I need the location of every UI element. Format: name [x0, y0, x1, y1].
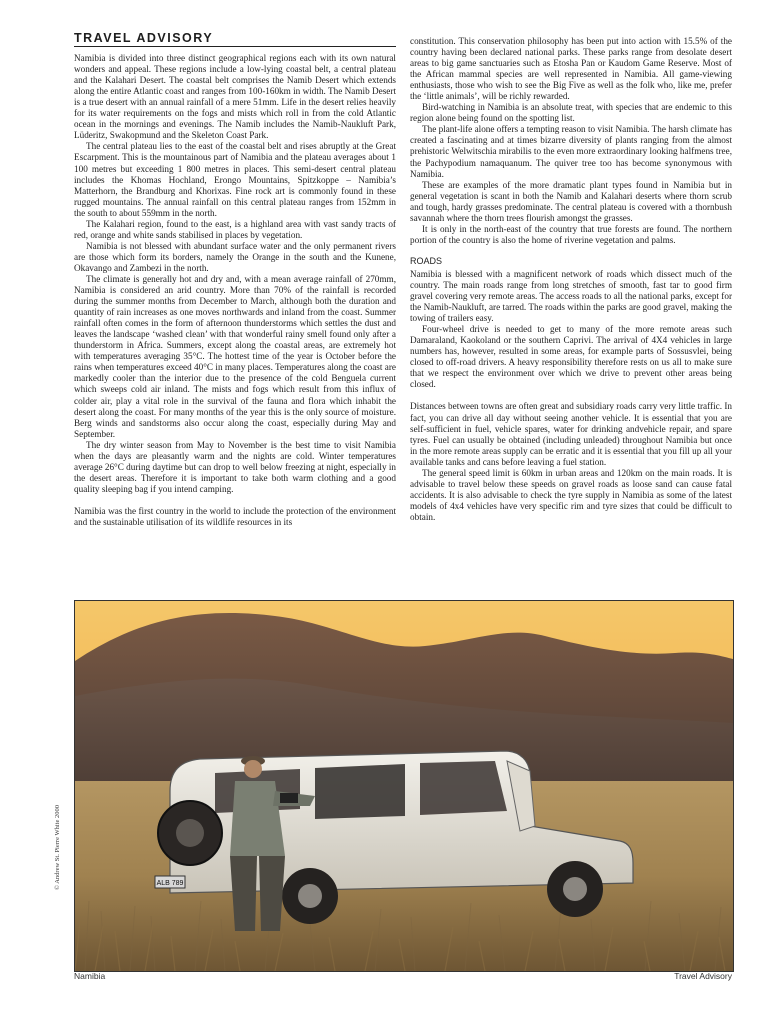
footer-publication: Travel Advisory [674, 971, 732, 981]
body-paragraph: It is only in the north-east of the country that true forests are found. The northern portion of the country is also the home of riverine vegetation and palms. [410, 223, 732, 245]
left-column [74, 33, 396, 528]
body-paragraph: The dry winter season from May to November is the best time to visit Namibia when the days are pleasantly warm and the nights are cold. Winter temperatures average 26°C during daytime but can drop to well below freezing at night, especially in the desert areas. Therefore it is important to take both warm clothing and a good quality sleeping bag if you intend camping. [74, 439, 396, 494]
body-paragraph: Four-wheel drive is needed to get to many of the more remote areas such Damaraland, Kaokoland or the southern Caprivi. The arrival of 4X4 vehicles in large numbers has, however, resulted in some areas, for example parts of Sossusvlei, being closed to off-road drivers. A heavy responsibility therefore rests on us all to make sure that we respect the environment over which we drive to prevent other areas being closed. [410, 324, 732, 390]
body-paragraph: The plant-life alone offers a tempting reason to visit Namibia. The harsh climate has created a fascinating and at times bizarre diversity of plants ranging from the almost prehistoric Welwitschia mirabilis to the even more extraordinary looking halfmens tree, the Pachypodium namaquanum. The quiver tree too has become synonymous with Namibia. [410, 124, 732, 179]
section-heading-roads: ROADS [410, 255, 443, 266]
photo-illustration [75, 601, 733, 971]
namibia-landscape-photo [74, 600, 734, 972]
body-paragraph: Namibia was the first country in the world to include the protection of the environment and the sustainable utilisation of its wildlife resources in its [74, 505, 396, 527]
body-paragraph: Namibia is divided into three distinct geographical regions each with its own natural wonders and appeal. These regions include a low-lying coastal belt, a central plateau and the Kalahari Desert. The coastal belt comprises the Namib Desert which extends along the entire Atlantic coast and ranges from 100-160km in width. The Namib Desert is a true desert with an annual rainfall of a mere 51mm. Life in the desert relies heavily for its water requirements on the fogs and mists which roll in from the cold Atlantic ocean in the mornings and evenings. The Namib includes the Namib-Naukluft Park, Lüderitz, Swakopmund and the Skeleton Coast Park. [74, 53, 396, 141]
body-paragraph: These are examples of the more dramatic plant types found in Namibia but in general vegetation is scant in both the Namib and Kalahari deserts where thorn scrub and tough, hardy grasses predominate. The central plateau is covered with a thornbush savannah where the thorn trees flourish amongst the grasses. [410, 179, 732, 223]
body-paragraph: The climate is generally hot and dry and, with a mean average rainfall of 270mm, Namibia is considered an arid country. More than 70% of the rainfall is recorded during the summer months from December to March, although both the duration and quantity of rain increases as one moves northwards and inland from the coast. Summer rainfall often comes in the form of afternoon thunderstorms which settles the dust and leaves the landscape ‘washed clean’ with that wonderful rainy smell found only after a thunderstorm in Africa. Summers, except along the coastal areas, are extremely hot with temperatures averaging 35°C. The hottest time of the year is October before the rains when temperatures exceed 40°C in many places. Temperatures along the coast are markedly cooler than the interior due to the presence of the cold Benguela current which sweeps cold air inland. The mists and fogs which result from this influx of colder air, play a vital role in the survival of the fauna and flora which inhabit the desert along the coast. For many months of the year this is the only source of moisture. Berg winds and sandstorms also occur along the coast, especially during May and September. [74, 273, 396, 439]
license-plate-text: ALB 789 [156, 880, 184, 887]
body-paragraph: Distances between towns are often great and subsidiary roads carry very little traffic. In fact, you can drive all day without seeing another vehicle. It is essential that you are self-sufficient in fuel, vehicle spares, water for drinking andvehicle repair, and spare tyres. Fuel can usually be obtained (including unleaded) throughout Namibia but once in the more remote areas supply can be erratic and it is essential that you fill up all your available tanks and cans before leaving a fuel station. [410, 401, 732, 467]
photo-credit: © Andrew St. Pierre White 2000 [54, 805, 61, 890]
footer-section-name: Namibia [74, 971, 106, 981]
body-paragraph: Bird-watching in Namibia is an absolute treat, with species that are endemic to this region alone being found on the spotting list. [410, 102, 732, 124]
body-paragraph: Namibia is blessed with a magnificent network of roads which dissect much of the country. The main roads range from long stretches of smooth, fast tar to good firm gravel covering very remote areas. The access roads to all the national parks, except for the Namib-Naukluft, are tarred. The roads within the parks are good gravel, making the towing of trailers easy. [410, 268, 732, 324]
body-paragraph: The central plateau lies to the east of the coastal belt and rises abruptly at the Great Escarpment. This is the mountainous part of Namibia and the plateau averages about 1 100 metres but exceeding 1 800 metres in places. This semi-desert central plateau includes the Khomas Hochland, Erongo Mountains, Spitzkoppe – Namibia’s Matterhorn, the Brandburg and Khorixas. Fine rock art is commonly found in these rugged mountains. The annual rainfall on this central plateau ranges from 152mm in the south to about 559mm in the north. [74, 141, 396, 218]
right-column [410, 36, 732, 523]
body-paragraph: constitution. This conservation philosophy has been put into action with 15.5% of the country having been declared national parks. These parks range from desolate desert areas to big game sanctuaries such as Etosha Pan or Kaudom Game Reserve. Most of the African mammal species are well represented in Namibia. All game-viewing enthusiasts, those who wish to see the Big Five as well as the folk who, like me, prefer the ‘little animals’, will be richly rewarded. [410, 36, 732, 102]
body-paragraph: The general speed limit is 60km in urban areas and 120km on the main roads. It is advisable to travel below these speeds on gravel roads as loose sand can cause fatal accidents. It is also advisable to check the tyre supply in Namibia as some of the latest models of 4x4 vehicles have very specific rim and tyre sizes that could be difficult to obtain. [410, 467, 732, 522]
page-title: TRAVEL ADVISORY [74, 33, 396, 47]
body-paragraph: The Kalahari region, found to the east, is a highland area with vast sandy tracts of red, orange and white sands stabilised in places by vegetation. [74, 218, 396, 240]
body-paragraph: Namibia is not blessed with abundant surface water and the only permanent rivers are those which form its borders, namely the Orange in the south and the Kunene, Okavango and Zambezi in the north. [74, 240, 396, 273]
